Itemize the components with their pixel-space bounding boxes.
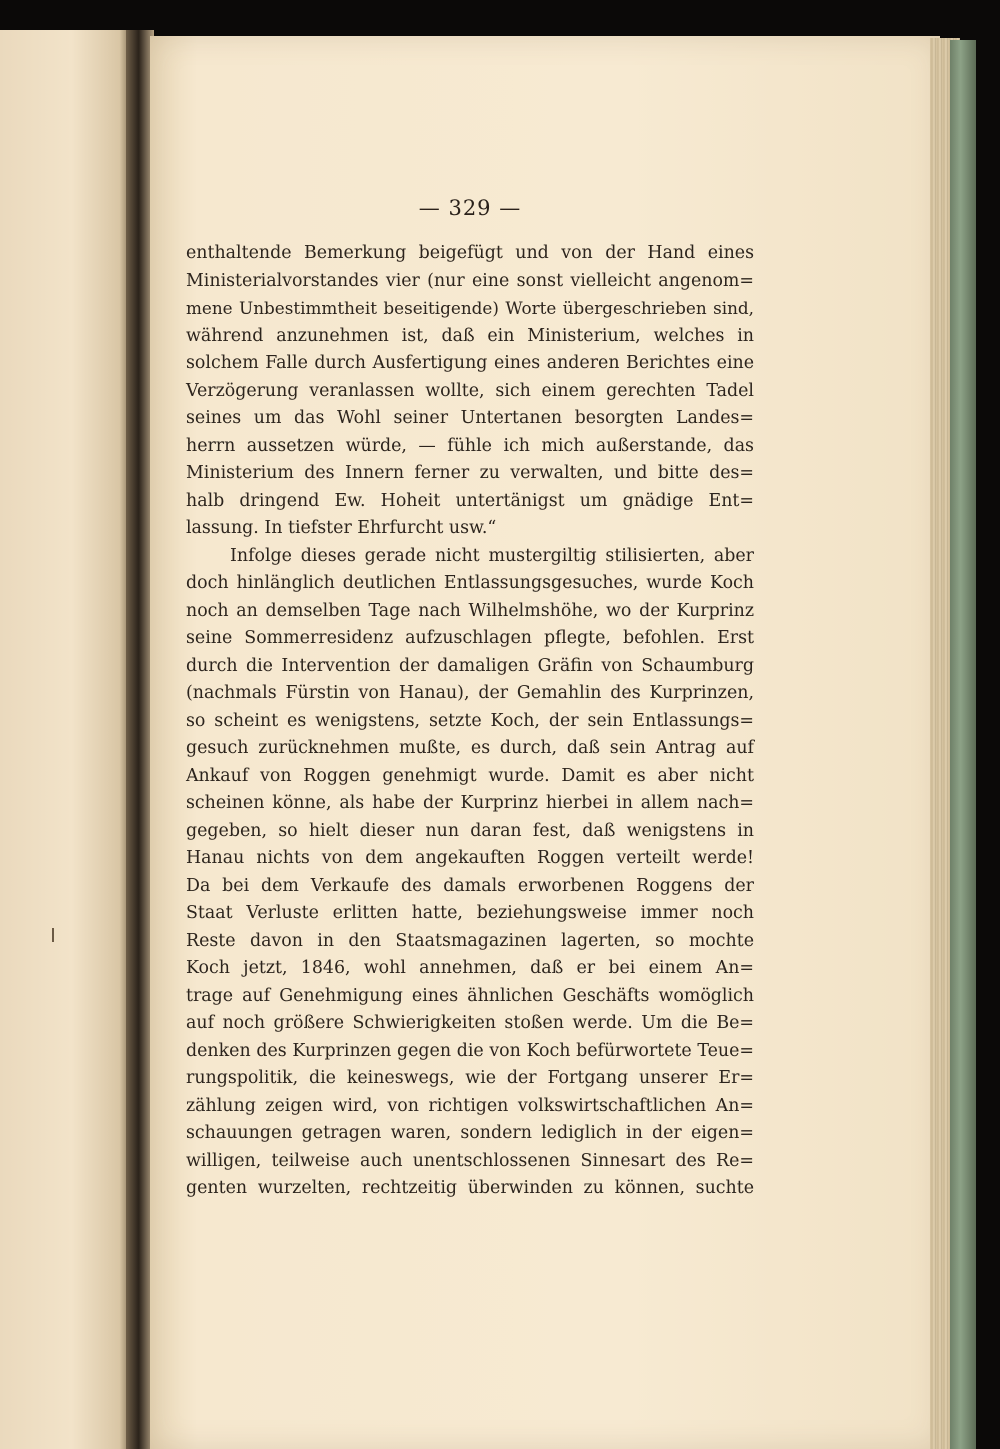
text-line: denken des Kurprinzen gegen die von Koch befürwortete Teue= — [186, 1040, 754, 1061]
text-line: Da bei dem Verkaufe des damals erworbenen Roggens der — [186, 875, 754, 896]
text-line: zählung zeigen wird, von richtigen volkswirtschaftlichen An= — [186, 1095, 754, 1116]
text-line: trage auf Genehmigung eines ähnlichen Geschäfts womöglich — [186, 985, 754, 1006]
text-line: willigen, teilweise auch unentschlossenen Sinnesart des Re= — [186, 1150, 754, 1171]
text-line: seines um das Wohl seiner Untertanen besorgten Landes= — [186, 408, 754, 428]
text-line: durch die Intervention der damaligen Gräfin von Schaumburg — [186, 655, 754, 676]
text-line: herrn aussetzen würde, — fühle ich mich außerstande, das — [186, 435, 754, 456]
text-line: gegeben, so hielt dieser nun daran fest, daß wenigstens in — [186, 820, 754, 841]
text-line: rungspolitik, die keineswegs, wie der Fortgang unserer Er= — [186, 1068, 754, 1088]
text-line: (nachmals Fürstin von Hanau), der Gemahlin des Kurprinzen, — [186, 683, 754, 703]
text-line: gesuch zurücknehmen mußte, es durch, daß sein Antrag auf — [186, 738, 754, 758]
text-line: Ankauf von Roggen genehmigt wurde. Damit es aber nicht — [186, 765, 754, 786]
text-line: solchem Falle durch Ausfertigung eines anderen Berichtes eine — [186, 353, 754, 373]
text-line: Verzögerung veranlassen wollte, sich einem gerechten Tadel — [186, 380, 754, 401]
margin-pencil-mark — [52, 928, 66, 942]
page-number: — 329 — — [418, 196, 522, 220]
text-line: Koch jetzt, 1846, wohl annehmen, daß er bei einem An= — [186, 958, 754, 978]
text-line: doch hinlänglich deutlichen Entlassungsgesuches, wurde Koch — [186, 573, 754, 593]
text-line: Ministerialvorstandes vier (nur eine sonst vielleicht angenom= — [186, 270, 754, 291]
text-line: während anzunehmen ist, daß ein Ministerium, welches in — [186, 325, 754, 346]
text-line: enthaltende Bemerkung beigefügt und von der Hand eines — [186, 243, 754, 263]
book-cover-edge — [950, 40, 976, 1449]
text-line: lassung. In tiefster Ehrfurcht usw.“ — [186, 518, 497, 538]
text-line: Staat Verluste erlitten hatte, beziehungsweise immer noch — [186, 903, 754, 923]
text-line: mene Unbestimmtheit beseitigende) Worte übergeschrieben sind, — [186, 298, 754, 318]
text-line: Ministerium des Innern ferner zu verwalten, und bitte des= — [186, 463, 754, 483]
text-line: Hanau nichts von dem angekauften Roggen verteilt werde! — [186, 848, 754, 868]
text-line: seine Sommerresidenz aufzuschlagen pflegte, befohlen. Erst — [186, 628, 754, 648]
text-line: so scheint es wenigstens, setzte Koch, der sein Entlassungs= — [186, 710, 754, 731]
text-line: auf noch größere Schwierigkeiten stoßen werde. Um die Be= — [186, 1013, 754, 1033]
left-page-margin — [0, 30, 130, 1449]
text-line: halb dringend Ew. Hoheit untertänigst um gnädige Ent= — [186, 490, 754, 511]
text-line: noch an demselben Tage nach Wilhelmshöhe, wo der Kurprinz — [186, 600, 754, 621]
text-line: schauungen getragen waren, sondern lediglich in der eigen= — [186, 1123, 754, 1143]
paragraph-first-line: Infolge dieses gerade nicht mustergiltig stilisierten, aber — [230, 545, 754, 566]
text-line: genten wurzelten, rechtzeitig überwinden zu können, suchte — [186, 1178, 754, 1198]
text-line: Reste davon in den Staatsmagazinen lagerten, so mochte — [186, 930, 754, 951]
body-text — [186, 240, 754, 1203]
text-line: scheinen könne, als habe der Kurprinz hierbei in allem nach= — [186, 793, 754, 813]
